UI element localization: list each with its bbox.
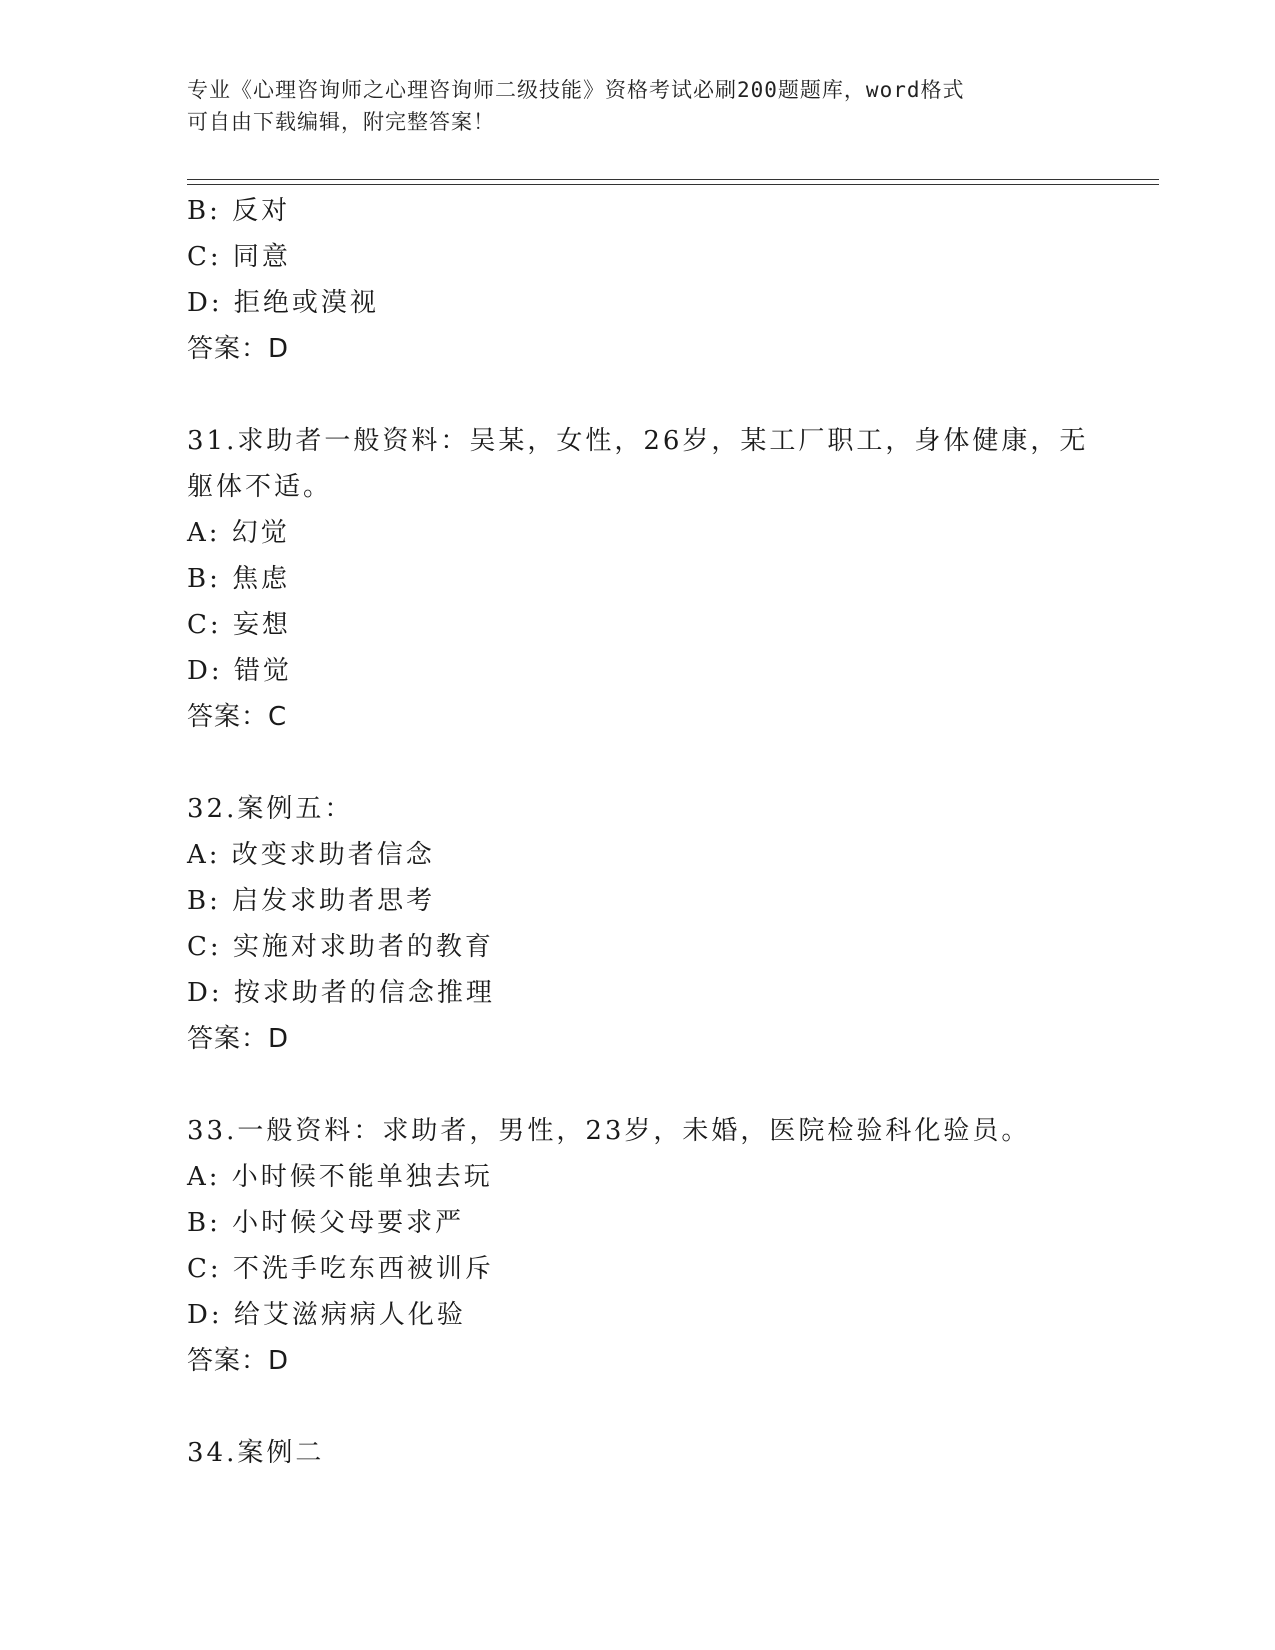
option-d: D: 拒绝或漠视: [187, 288, 379, 318]
answer-line: 答案：D: [187, 1024, 290, 1054]
option-d: D: 错觉: [187, 656, 292, 686]
option-a: A: 小时候不能单独去玩: [187, 1162, 493, 1192]
question-stem: 32.案例五：: [187, 794, 354, 824]
question-list: [187, 188, 1087, 1476]
option-d: D: 给艾滋病病人化验: [187, 1300, 466, 1330]
question-30-continued: [187, 188, 1087, 372]
header-title-line-1: 专业《心理咨询师之心理咨询师二级技能》资格考试必刷200题题库，word格式: [187, 78, 965, 102]
answer-line: 答案：C: [187, 702, 288, 732]
option-c: C: 同意: [187, 242, 291, 272]
question-31: [187, 418, 1087, 740]
header-divider-bottom: [187, 184, 1159, 185]
question-34: [187, 1430, 1087, 1476]
option-a: A: 幻觉: [187, 518, 290, 548]
spacer: [187, 740, 1087, 786]
question-33: [187, 1108, 1087, 1384]
header-divider-top: [187, 179, 1159, 180]
option-c: C: 实施对求助者的教育: [187, 932, 494, 962]
option-c: C: 不洗手吃东西被训斥: [187, 1254, 494, 1284]
answer-line: 答案：D: [187, 334, 290, 364]
option-b: B: 反对: [187, 196, 291, 226]
header-title-line-2: 可自由下载编辑，附完整答案！: [187, 110, 495, 134]
option-b: B: 启发求助者思考: [187, 886, 436, 916]
question-stem-line-1: 31.求助者一般资料：吴某，女性，26岁，某工厂职工，身体健康，无: [187, 426, 1089, 456]
spacer: [187, 372, 1087, 418]
spacer: [187, 1384, 1087, 1430]
question-stem-line-2: 躯体不适。: [187, 472, 333, 502]
option-b: B: 焦虑: [187, 564, 291, 594]
option-c: C: 妄想: [187, 610, 291, 640]
question-32: [187, 786, 1087, 1062]
option-d: D: 按求助者的信念推理: [187, 978, 495, 1008]
option-a: A: 改变求助者信念: [187, 840, 435, 870]
spacer: [187, 1062, 1087, 1108]
question-stem: 33.一般资料：求助者，男性，23岁，未婚，医院检验科化验员。: [187, 1116, 1031, 1146]
question-stem: 34.案例二: [187, 1438, 325, 1468]
option-b: B: 小时候父母要求严: [187, 1208, 465, 1238]
document-header: [187, 74, 1087, 138]
answer-line: 答案：D: [187, 1346, 290, 1376]
